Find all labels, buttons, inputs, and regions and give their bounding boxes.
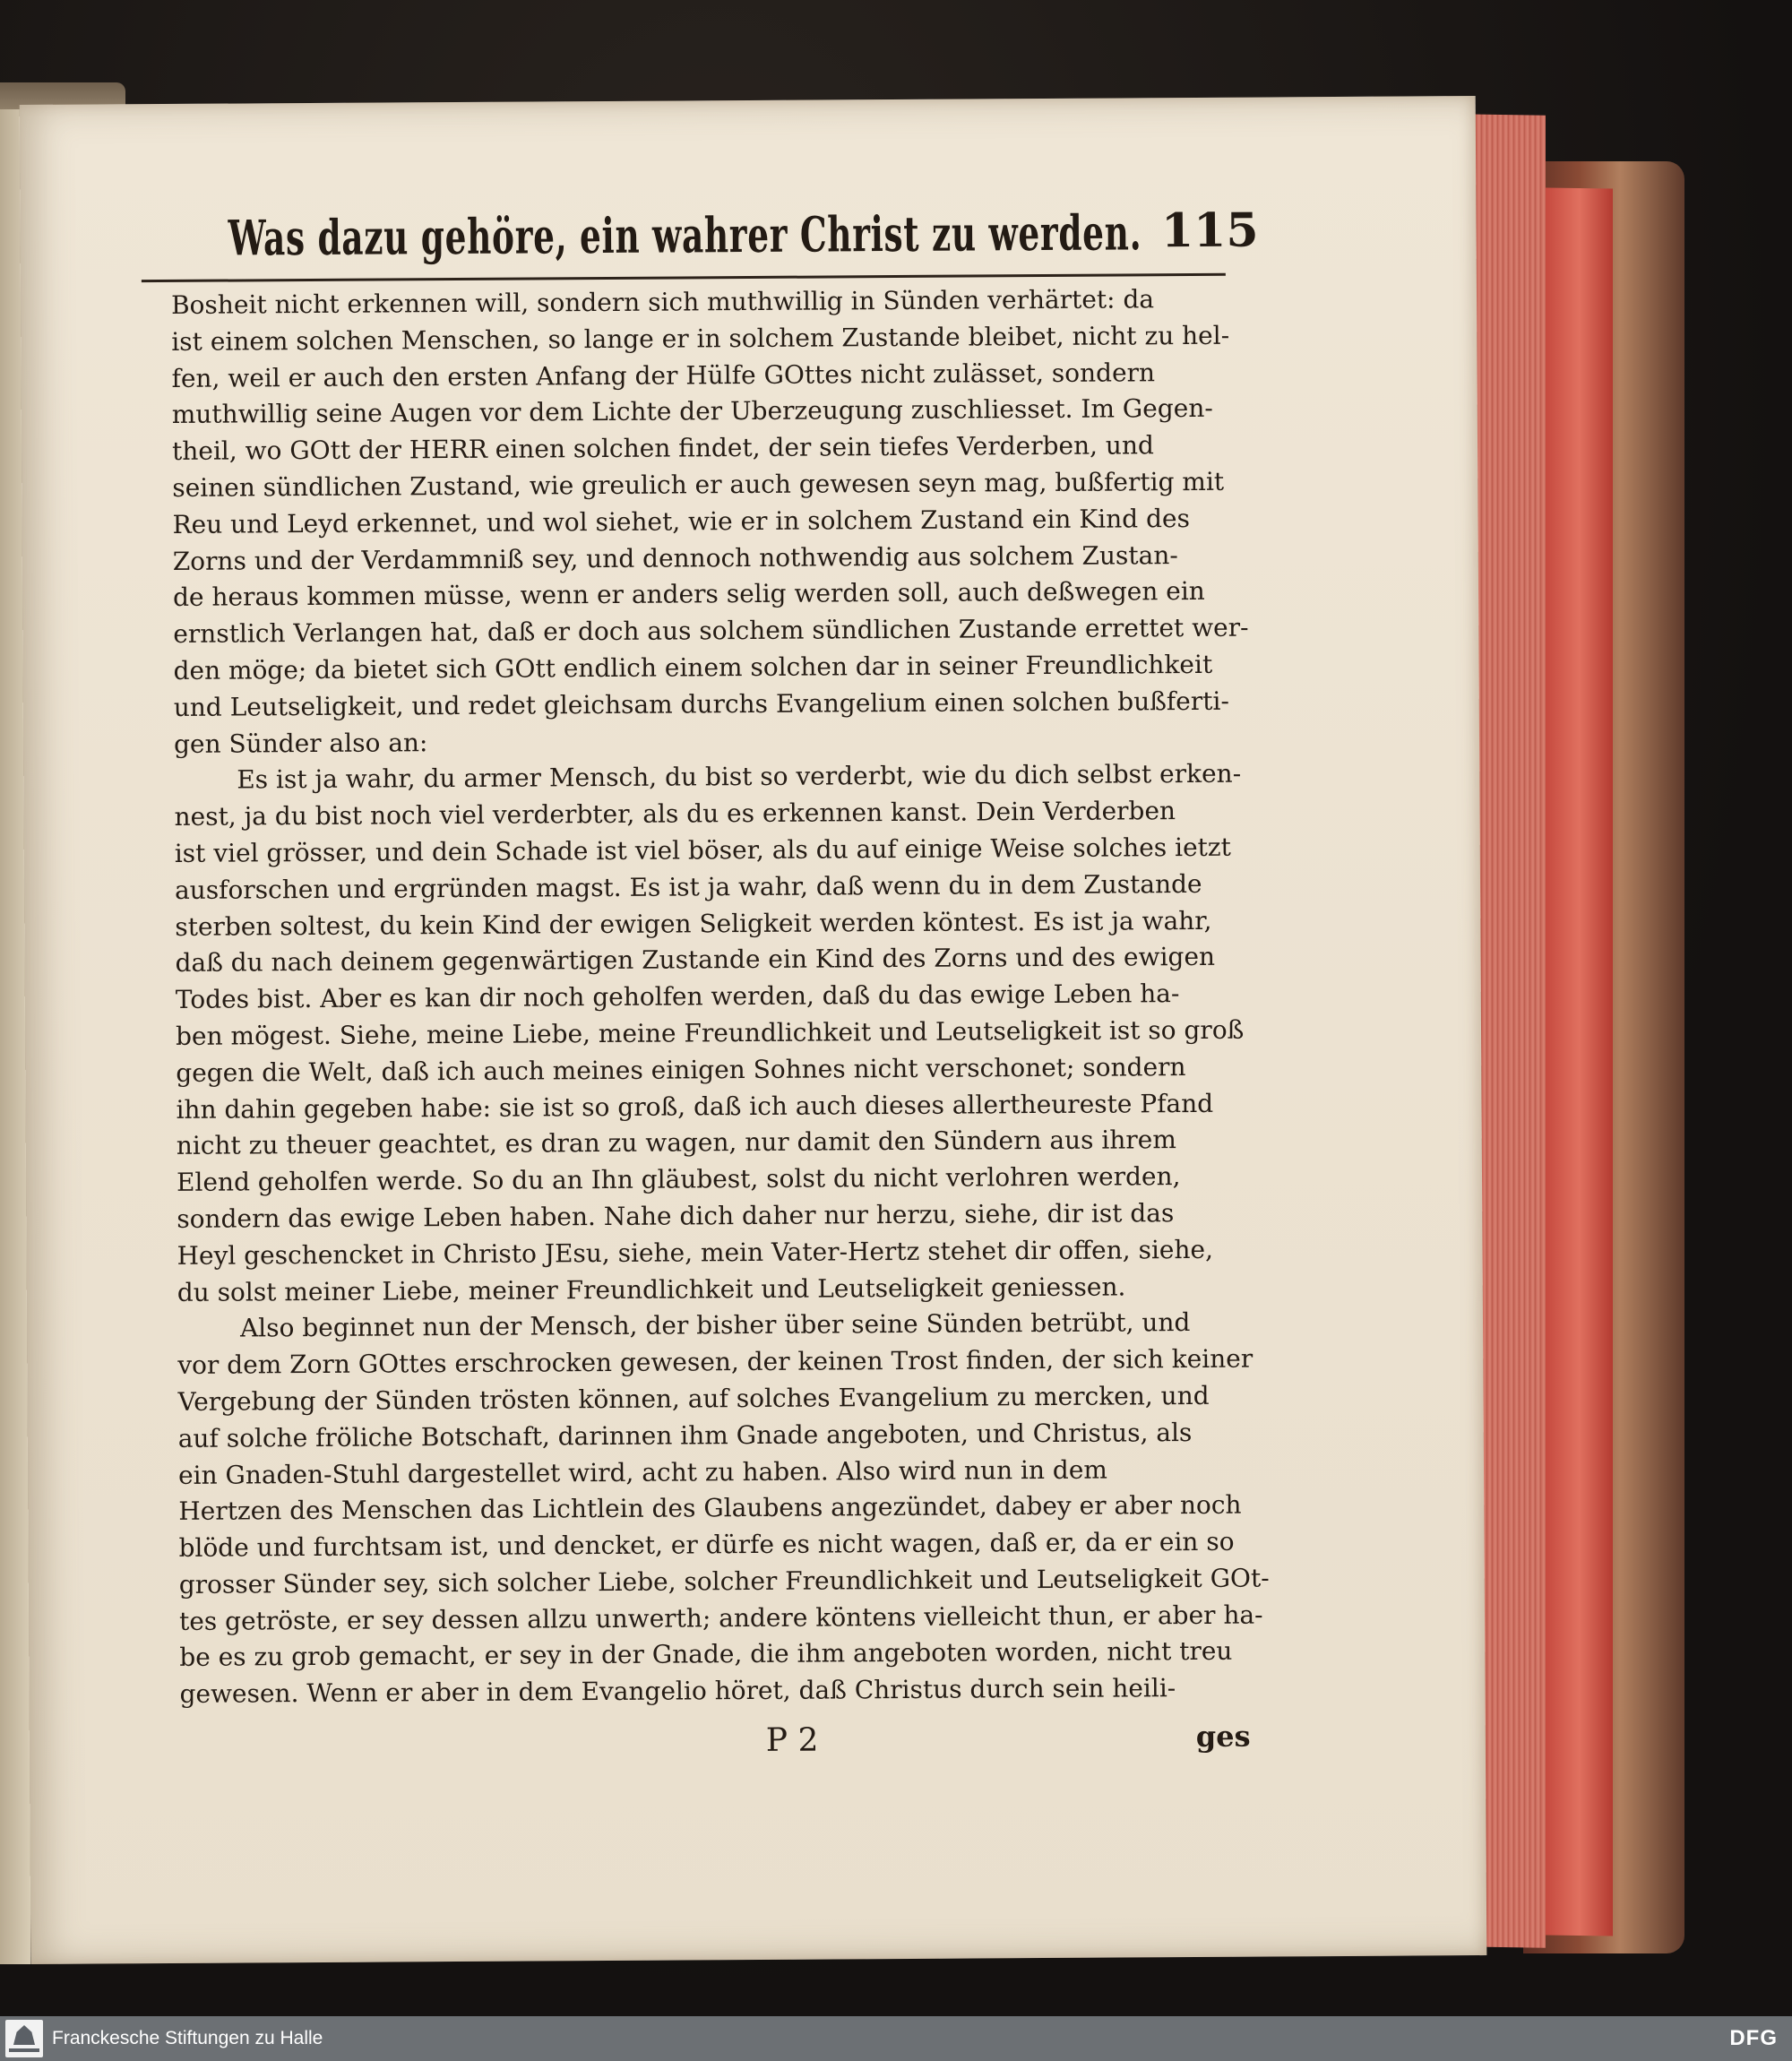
institution-name[interactable]: Franckesche Stiftungen zu Halle — [52, 2028, 323, 2048]
signature-mark: P 2 — [765, 1721, 819, 1759]
text-line: ernstlich Verlangen hat, daß er doch aus solchem sündlichen Zustande errettet wer- — [173, 612, 1249, 650]
text-line: Hertzen des Menschen das Lichtlein des Glaubens angezündet, dabey er aber noch — [178, 1489, 1242, 1527]
text-line: seinen sündlichen Zustand, wie greulich er auch gewesen seyn mag, bußfertig mit — [172, 466, 1225, 503]
text-line: nest, ja du bist noch viel verderbter, als du es erkennen kanst. Dein Verderben — [174, 796, 1176, 832]
book-page — [20, 96, 1487, 1964]
text-line: vor dem Zorn GOttes erschrocken gewesen, der keinen Trost finden, der sich keiner — [177, 1343, 1254, 1381]
text-line: Also beginnet nun der Mensch, der bisher über seine Sünden betrübt, und — [239, 1307, 1191, 1343]
text-line: ist einem solchen Menschen, so lange er in solchem Zustande bleibet, nicht zu hel- — [171, 320, 1230, 357]
text-line: Heyl geschencket in Christo JEsu, siehe, mein Vater-Hertz stehet dir offen, siehe, — [177, 1234, 1214, 1271]
text-line: be es zu grob gemacht, er sey in der Gnade, die ihm angeboten worden, nicht treu — [179, 1636, 1233, 1673]
text-line: ist viel grösser, und dein Schade ist viel böser, als du auf einige Weise solches ietzt — [174, 832, 1231, 868]
text-line: den möge; da bietet sich GOtt endlich einem solchen dar in seiner Freundlichkeit — [173, 649, 1213, 686]
text-line: gegen die Welt, daß ich auch meines einigen Sohnes nicht verschonet; sondern — [176, 1051, 1186, 1088]
text-line: Reu und Leyd erkennet, und wol siehet, wie er in solchem Zustand ein Kind des — [172, 503, 1190, 539]
text-line: Vergebung der Sünden trösten können, auf solches Evangelium zu mercken, und — [177, 1380, 1210, 1417]
text-line: Es ist ja wahr, du armer Mensch, du bist so verderbt, wie du dich selbst erken- — [237, 759, 1242, 795]
text-line: gen Sünder also an: — [173, 727, 428, 759]
catchword: ges — [1195, 1719, 1251, 1754]
text-line: und Leutseligkeit, und redet gleichsam durchs Evangelium einen solchen bußferti- — [173, 686, 1229, 722]
text-line: auf solche fröliche Botschaft, darinnen ihm Gnade angeboten, und Christus, als — [177, 1417, 1193, 1453]
text-line: theil, wo GOtt der HERR einen solchen findet, der sein tiefes Verderben, und — [171, 430, 1154, 467]
text-line: ausforschen und ergründen magst. Es ist ja wahr, daß wenn du in dem Zustande — [174, 868, 1202, 905]
text-line: du solst meiner Liebe, meiner Freundlichkeit und Leutseligkeit geniessen. — [177, 1271, 1126, 1307]
book-edge-red — [1546, 188, 1613, 1936]
text-line: Elend geholfen werde. So du an Ihn gläubest, solst du nicht verlohren werden, — [176, 1161, 1181, 1198]
text-line: sterben soltest, du kein Kind der ewigen Seligkeit werden köntest. Es ist ja wahr, — [175, 905, 1212, 942]
institution-logo-icon[interactable] — [5, 2020, 43, 2057]
text-line: grosser Sünder sey, sich solcher Liebe, solcher Freundlichkeit und Leutseligkeit GOt- — [178, 1563, 1270, 1600]
text-line: gewesen. Wenn er aber in dem Evangelio höret, daß Christus durch sein heili- — [179, 1673, 1176, 1710]
text-line: tes getröste, er sey dessen allzu unwerth; andere köntens vielleicht thun, er aber ha- — [178, 1600, 1263, 1636]
text-line: ein Gnaden-Stuhl dargestellet wird, acht zu haben. Also wird nun in dem — [177, 1454, 1108, 1490]
running-title: Was dazu gehöre, ein wahrer Christ zu werden. — [228, 203, 1142, 267]
footer-bar — [0, 2016, 1792, 2061]
text-line: ben mögest. Siehe, meine Liebe, meine Freundlichkeit und Leutseligkeit ist so groß — [175, 1014, 1245, 1051]
text-line: nicht zu theuer geachtet, es dran zu wagen, nur damit den Sündern aus ihrem — [176, 1125, 1176, 1161]
text-line: daß du nach deinem gegenwärtigen Zustande ein Kind des Zorns und des ewigen — [175, 942, 1216, 979]
text-line: Todes bist. Aber es kan dir noch geholfen werden, daß du das ewige Leben ha- — [175, 979, 1180, 1015]
text-line: Zorns und der Verdammniß sey, und dennoch nothwendig aus solchem Zustan- — [172, 539, 1178, 576]
text-line: fen, weil er auch den ersten Anfang der Hülfe GOttes nicht zulässet, sondern — [171, 357, 1156, 393]
text-line: muthwillig seine Augen vor dem Lichte der Uberzeugung zuschliesset. Im Gegen- — [171, 393, 1213, 430]
text-line: sondern das ewige Leben haben. Nahe dich daher nur herzu, siehe, dir ist das — [177, 1198, 1175, 1234]
text-line: de heraus kommen müsse, wenn er anders selig werden soll, auch deßwegen ein — [172, 576, 1205, 613]
text-line: ihn dahin gegeben habe: sie ist so groß, daß ich auch dieses allertheureste Pfand — [176, 1088, 1214, 1125]
dfg-logo[interactable]: DFG — [1729, 2026, 1778, 2050]
page-number: 115 — [1160, 203, 1259, 259]
body-text — [171, 280, 1282, 1713]
text-line: Bosheit nicht erkennen will, sondern sich muthwillig in Sünden verhärtet: da — [170, 284, 1155, 320]
text-line: blöde und furchtsam ist, und dencket, er dürfe es nicht wagen, daß er, da er ein so — [178, 1526, 1235, 1564]
